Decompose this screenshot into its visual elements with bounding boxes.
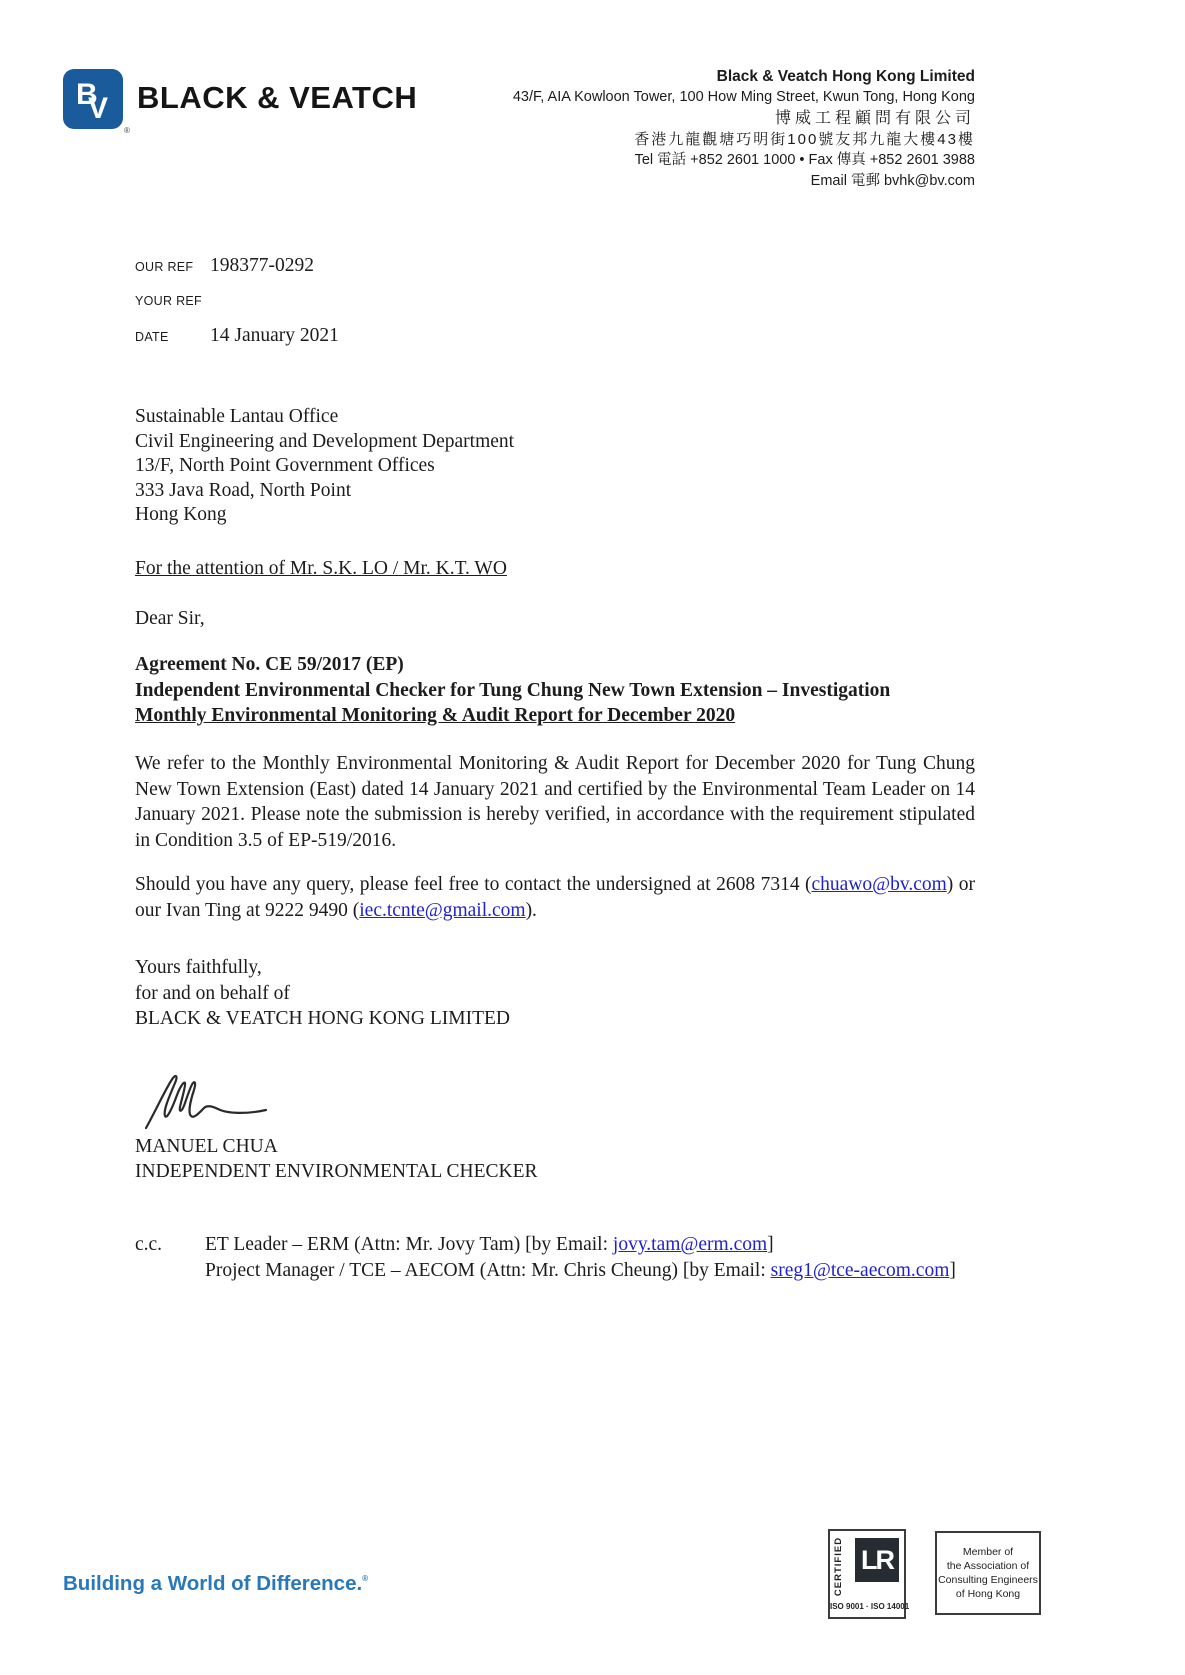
recipient-line: 13/F, North Point Government Offices — [135, 455, 435, 476]
cc-block — [135, 1232, 975, 1283]
lloyds-register-logo-icon: LR — [855, 1538, 899, 1582]
letterhead-address-block — [415, 66, 975, 192]
para2-text: ) or our Ivan Ting at 9222 9490 ( — [135, 874, 975, 921]
company-name-en: Black & Veatch Hong Kong Limited — [716, 68, 975, 85]
our-ref-label: OUR REF — [135, 260, 194, 274]
closing-line: BLACK & VEATCH HONG KONG LIMITED — [135, 1008, 510, 1029]
body-paragraph-1: We refer to the Monthly Environmental Monitoring & Audit Report for December 2020 for Tung Chung New Town Extension (East) dated 14 January 2021 and certified by the Environmental Team Leader on 14 January 2021. Please note the submission is hereby verified, in accordance with the requirement stipulated in Condition 3.5 of EP-519/2016. — [135, 753, 975, 851]
ace-badge-line: Consulting Engineers — [938, 1574, 1038, 1586]
cc-item-et-leader — [205, 1232, 975, 1258]
subject-block — [135, 652, 890, 729]
subject-line-agreement: Agreement No. CE 59/2017 (EP) — [135, 654, 404, 675]
cc-text: Project Manager / TCE – AECOM (Attn: Mr. Chris Cheung) [by Email: — [205, 1259, 771, 1281]
recipient-line: Civil Engineering and Development Department — [135, 430, 515, 452]
ace-badge-line: the Association of — [946, 1560, 1030, 1572]
para2-text: Should you have any query, please feel free to contact the undersigned at 2608 7314 ( — [135, 874, 812, 895]
cc-text: ET Leader – ERM (Attn: Mr. Jovy Tam) [by Email: — [205, 1234, 613, 1255]
ace-badge-line: of Hong Kong — [955, 1588, 1021, 1600]
tagline — [63, 1572, 368, 1596]
recipient-address — [135, 405, 514, 528]
date-label: DATE — [135, 330, 169, 344]
cc-text: ] — [949, 1259, 956, 1281]
recipient-line: Hong Kong — [135, 504, 227, 525]
your-ref-label: YOUR REF — [135, 294, 202, 308]
cc-text: ] — [767, 1234, 774, 1255]
signer-title: INDEPENDENT ENVIRONMENTAL CHECKER — [135, 1161, 538, 1182]
subject-line-project: Independent Environmental Checker for Tung Chung New Town Extension – Investigation — [135, 679, 891, 701]
company-address-zh: 香港九龍觀塘巧明街100號友邦九龍大樓43樓 — [634, 131, 975, 148]
logo-registered-mark: ® — [124, 126, 130, 135]
email-link-sreg1[interactable]: sreg1@tce-aecom.com — [770, 1259, 950, 1281]
cc-label: c.c. — [135, 1234, 163, 1255]
attention-line: For the attention of Mr. S.K. LO / Mr. K.T. WO — [135, 558, 507, 579]
company-address-en: 43/F, AIA Kowloon Tower, 100 How Ming Street, Kwun Tong, Hong Kong — [512, 89, 975, 105]
svg-text:V: V — [88, 92, 109, 125]
signature — [140, 1070, 275, 1137]
black-and-veatch-logo-icon — [62, 68, 124, 130]
salutation: Dear Sir, — [135, 608, 205, 629]
ace-badge-line: Member of — [962, 1546, 1014, 1558]
lr-iso-certification-badge — [828, 1529, 910, 1619]
reference-block — [135, 255, 339, 364]
cc-item-project-manager — [205, 1258, 975, 1284]
email-link-iec[interactable]: iec.tcnte@gmail.com — [359, 899, 526, 921]
recipient-line: Sustainable Lantau Office — [135, 406, 339, 427]
signer-name: MANUEL CHUA — [135, 1136, 278, 1157]
certified-label: CERTIFIED — [833, 1536, 845, 1597]
our-ref-value: 198377-0292 — [210, 255, 314, 276]
iso-standards-label: ISO 9001 · ISO 14001 — [830, 1602, 910, 1611]
signer-block — [135, 1134, 538, 1184]
email-link-chuawo[interactable]: chuawo@bv.com — [811, 874, 947, 895]
company-name-zh: 博威工程顧問有限公司 — [774, 110, 975, 127]
body-paragraph-2 — [135, 872, 975, 923]
closing-block — [135, 955, 510, 1032]
date-value: 14 January 2021 — [210, 325, 339, 346]
tagline-text: Building a World of Difference. — [63, 1572, 363, 1595]
recipient-line: 333 Java Road, North Point — [135, 479, 352, 501]
company-email: Email 電郵 bvhk@bv.com — [810, 173, 975, 189]
company-tel-fax: Tel 電話 +852 2601 1000 • Fax 傳真 +852 2601 3988 — [634, 152, 975, 168]
consulting-engineers-member-badge — [935, 1531, 1041, 1615]
subject-line-report: Monthly Environmental Monitoring & Audit Report for December 2020 — [135, 705, 736, 726]
closing-line: for and on behalf of — [135, 982, 290, 1004]
email-link-jovy-tam[interactable]: jovy.tam@erm.com — [612, 1234, 768, 1255]
brand-wordmark: BLACK & VEATCH — [137, 80, 418, 115]
tagline-registered-mark: ® — [362, 1574, 369, 1583]
closing-line: Yours faithfully, — [135, 957, 262, 978]
para2-text: ). — [525, 899, 537, 921]
svg-text:B: B — [76, 78, 98, 111]
